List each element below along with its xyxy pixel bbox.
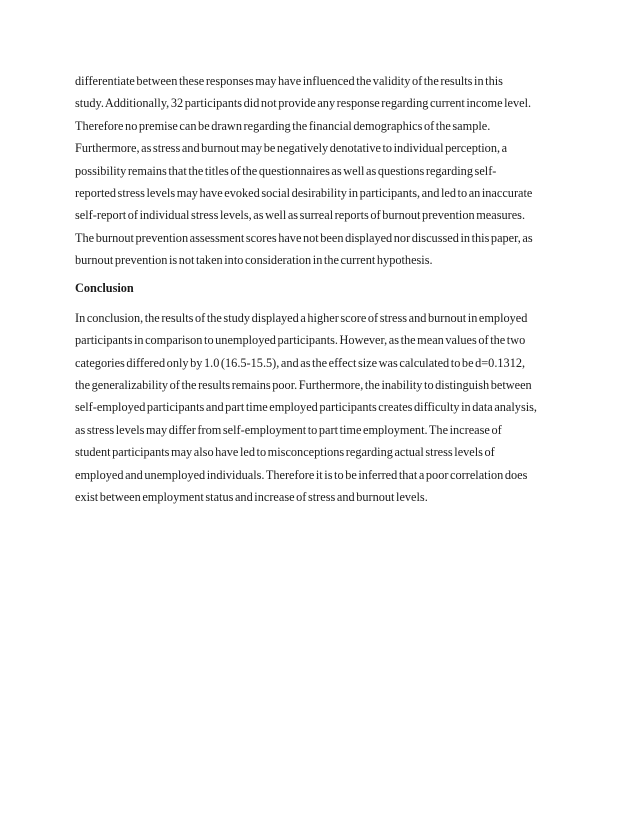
text-line: Furthermore, as stress and burnout may be negatively denotative to individual perception, a — [75, 141, 508, 156]
document-body — [75, 70, 575, 508]
text-line: differentiate between these responses may have influenced the validity of the results in this — [75, 74, 503, 88]
text-line: exist between employment status and increase of stress and burnout levels. — [75, 490, 428, 505]
conclusion-paragraph — [75, 307, 575, 509]
text-line: The burnout prevention assessment scores have not been displayed nor discussed in this paper, as — [75, 230, 533, 245]
text-line: self-employed participants and part time employed participants creates difficulty in data analysis, — [75, 400, 538, 415]
text-line: In conclusion, the results of the study displayed a higher score of stress and burnout in employed — [75, 310, 528, 325]
text-line: employed and unemployed individuals. Therefore it is to be inferred that a poor correlation does — [75, 467, 528, 482]
text-line: categories differed only by 1.0 (16.5-15.5), and as the effect size was calculated to be d=0.1312, — [75, 355, 526, 370]
text-line: participants in comparison to unemployed participants. However, as the mean values of the two — [75, 333, 526, 348]
text-line: the generalizability of the results remains poor. Furthermore, the inability to distinguish between — [75, 378, 532, 393]
text-line: self-report of individual stress levels, as well as surreal reports of burnout prevention measures. — [75, 208, 526, 223]
conclusion-heading: Conclusion — [75, 280, 134, 295]
text-line: possibility remains that the titles of the questionnaires as well as questions regarding self- — [75, 163, 497, 178]
text-line: reported stress levels may have evoked social desirability in participants, and led to an inaccurate — [75, 185, 533, 200]
text-line: as stress levels may differ from self-employment to part time employment. The increase of — [75, 422, 502, 437]
text-line: study. Additionally, 32 participants did not provide any response regarding current income level. — [75, 96, 532, 111]
text-line: student participants may also have led to misconceptions regarding actual stress levels of — [75, 445, 495, 460]
text-line: burnout prevention is not taken into consideration in the current hypothesis. — [75, 253, 433, 268]
limitations-paragraph — [75, 70, 575, 272]
text-line: Therefore no premise can be drawn regarding the financial demographics of the sample. — [75, 118, 491, 133]
